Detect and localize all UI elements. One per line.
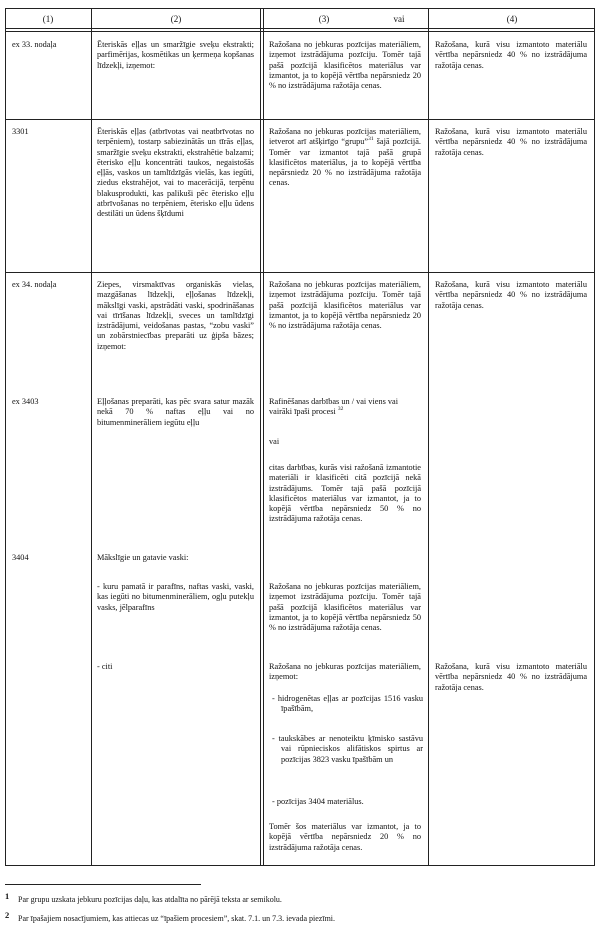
footnote [5,910,595,924]
row-description: Ēteriskās eļļas un smaržīgie sveķu ekstrakti; parfimērijas, kosmētikas un ķermeņa kopšanas līdzekļi, izņemot: [97,40,254,70]
header-col2: (2) [170,14,182,24]
row-alt-rule: Ražošana, kurā visu izmantoto materiālu vērtība nepārsniedz 40 % no izstrādājuma ražotāja cenas. [435,40,587,70]
footnote-text: Par īpašajiem nosacījumiem, kas attiecas uz “īpašiem procesiem”, skat. 7.1. un 7.3. ievada piezīmi. [18,914,336,923]
row-code: ex 3403 [12,397,39,406]
column-divider [91,8,92,866]
sub-alt-rule: Ražošana, kurā visu izmantoto materiālu vērtība nepārsniedz 40 % no izstrādājuma ražotāja cenas. [435,662,587,692]
sub-description: - citi [97,662,113,671]
row-description: Mākslīgie un gatavie vaski: [97,553,189,562]
rule-text: Ražošana no jebkuras pozīcijas materiāliem, ietverot arī atšķirīgo “grupu” [269,127,421,147]
row-rule [269,397,421,418]
rule-or: vai [269,437,280,446]
header-divider [5,31,595,32]
sub-rule-end: Tomēr šos materiālus var izmantot, ja to kopējā vērtība nepārsniedz 20 % no izstrādājuma ražotāja cenas. [269,822,421,852]
row-code: 3301 [12,127,29,136]
rule-text: Rafinēšanas darbības un / vai viens vai vairāki īpaši procesi [269,397,399,417]
footnote [5,891,595,905]
row-rule-alt: citas darbības, kurās visi ražošanā izmantotie materiāli ir klasificēti citā pozīcijā nekā izstrādājums. Tomēr tajā pašā pozīcijā klasificētos materiālus var izmantot, ja to kopējā vērtība nepārsniedz 50 % no izstrādājuma ražotāja cenas. [269,463,421,524]
column-divider [260,8,261,866]
header-col1: (1) [42,14,54,24]
row-code: ex 33. nodaļa [12,40,57,49]
sub-rule-intro: Ražošana no jebkuras pozīcijas materiāliem, izņemot: [269,662,421,682]
sub-rule-item: - pozīcijas 3404 materiālus. [272,797,364,806]
rules-table [5,8,595,866]
row-description: Ēteriskās eļļas (atbrīvotas vai neatbrīvotas no terpēniem), tostarp sabiezinātās un tīrās eļļas, smaržīgie sveķu ekstrakti, ekstrahētie balzami; ēterisko eļļu koncentrāti taukos, negaistošās eļļās, vaskos un tamlīdzīgās vielās, kas iegūti, ziedus ekstrahējot, vai to macerācijā, terpēnu blakusprodukti, kas palikuši pēc ēterisko eļļu atbrīvošanas no terpēniem, ēterisko eļļu ūdens destilāti un ūdens šķīdumi [97,127,254,219]
sub-rule: Ražošana no jebkuras pozīcijas materiāliem, izņemot izstrādājuma pozīciju. Tomēr tajā pašā pozīcijā klasificētos materiālus var izmantot, ja to kopējā vērtība nepārsniedz 50 % no izstrādājuma ražotāja cenas. [269,582,421,633]
row-divider [5,119,595,120]
row-alt-rule: Ražošana, kurā visu izmantoto materiālu vērtība nepārsniedz 40 % no izstrādājuma ražotāja cenas. [435,127,587,157]
header-col4: (4) [506,14,518,24]
row-rule: Ražošana no jebkuras pozīcijas materiāliem, izņemot izstrādājuma pozīciju. Tomēr tajā pašā pozīcijā klasificētos materiālus var izmantot, ja to kopējā vērtība nepārsniedz 20 % no izstrādājuma ražotāja cenas. [269,280,421,331]
row-rule [269,127,421,189]
footnote-text: Par grupu uzskata jebkuru pozīcijas daļu, kas atdalīta no pārējā teksta ar semikolu. [18,895,282,904]
header-divider [5,28,595,29]
column-divider [263,8,264,866]
footnote-separator [5,884,201,885]
footnote-ref: 31 [368,136,374,143]
sub-rule-item: - taukskābes ar nenoteiktu ķīmisko sastāvu vai rūpnieciskos alifātiskos spirtus ar pozīcijas 3823 vasku īpašībām un [272,734,423,764]
footnote-ref: 32 [337,406,344,413]
header-col3: (3) [318,14,330,24]
header-or: vai [393,14,405,24]
sub-rule-item: - hidrogenētas eļļas ar pozīcijas 1516 vasku īpašībām, [272,694,423,714]
column-divider [428,8,429,866]
row-description: Ziepes, virsmaktīvas organiskās vielas, mazgāšanas līdzekļi, eļļošanas līdzekļi, mākslīgi vaski, apstrādāti vaski, spodrināšanas vai tīrīšanas līdzekļi, sveces un tamlīdzīgi izstrādājumi, veidošanas pastas, “zobu vaski” un zobārstniecības preparāti uz ģipša bāzes; izņemot: [97,280,254,351]
footnote-number: 1 [5,891,10,901]
sub-description: - kuru pamatā ir parafīns, naftas vaski, vaski, kas iegūti no bitumenminerāliem, ogļu putekļu vasks, jēlparafīns [97,582,254,612]
row-alt-rule: Ražošana, kurā visu izmantoto materiālu vērtība nepārsniedz 40 % no izstrādājuma ražotāja cenas. [435,280,587,310]
row-code: 3404 [12,553,29,562]
row-divider [5,272,595,273]
rule-text: šajā pozīcijā. Tomēr var izmantot tajā pašā grupā klasificētos materiālus, ja to kopējā vērtība nepārsniedz 20 % no izstrādājuma ražotāja cenas. [269,137,421,188]
row-code: ex 34. nodaļa [12,280,57,289]
row-rule: Ražošana no jebkuras pozīcijas materiāliem, izņemot izstrādājuma pozīciju. Tomēr tajā pašā pozīcijā klasificētos materiālus var izmantot, ja to kopējā vērtība nepārsniedz 20 % no izstrādājuma ražotāja cenas. [269,40,421,91]
footnote-number: 2 [5,910,10,920]
row-description: Eļļošanas preparāti, kas pēc svara satur mazāk nekā 70 % naftas eļļu vai no bitumenminerāliem iegūtu eļļu [97,397,254,427]
